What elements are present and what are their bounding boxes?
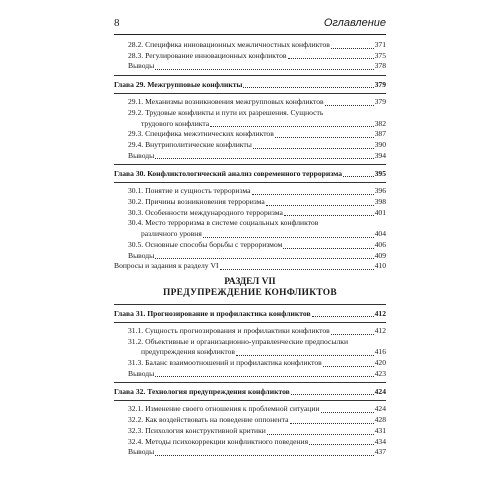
toc-entry[interactable]: 28.2. Специфика инновационных межличностных конфликтов 371 bbox=[128, 40, 386, 49]
toc-entry[interactable]: 30.1. Понятие и сущность терроризма 396 bbox=[128, 186, 386, 196]
page-number: 8 bbox=[114, 17, 120, 29]
chapter-heading[interactable]: Глава 32. Технология предупреждения конфликтов 424 bbox=[114, 387, 386, 397]
toc-entry[interactable]: 32.1. Изменение своего отношения к проблемной ситуации 424 bbox=[128, 404, 386, 414]
toc-entry[interactable]: 31.1. Сущность прогнозирования и профилактики конфликтов 412 bbox=[128, 325, 386, 335]
toc-entry[interactable]: Выводы 394 bbox=[128, 150, 386, 160]
toc-entry[interactable]: 28.3. Регулирование инновационных конфликтов 375 bbox=[128, 50, 386, 60]
toc-entry[interactable]: Выводы 423 bbox=[128, 368, 386, 378]
toc-entry[interactable]: 30.5. Основные способы борьбы с терроризмом 406 bbox=[128, 239, 386, 249]
divider bbox=[114, 164, 386, 165]
toc-entry[interactable]: 29.2. Трудовые конфликты и пути их разрешения. Сущность трудового конфликта 382 bbox=[128, 107, 386, 128]
divider bbox=[114, 304, 386, 305]
running-header bbox=[114, 15, 386, 37]
toc-entry[interactable]: 30.2. Причины возникновения терроризма 398 bbox=[128, 197, 386, 207]
toc-entry[interactable]: 30.4. Место терроризма в системе социальных конфликтов различного уровня 404 bbox=[128, 218, 386, 239]
toc-entry[interactable]: Выводы 378 bbox=[128, 61, 386, 71]
header-rule bbox=[114, 34, 386, 35]
toc-entry[interactable]: Выводы 409 bbox=[128, 250, 386, 260]
toc-entry[interactable]: 29.1. Механизмы возникновения межгрупповых конфликтов 379 bbox=[128, 97, 386, 107]
divider bbox=[114, 400, 386, 401]
running-title: Оглавление bbox=[323, 17, 386, 29]
toc-entry[interactable]: 31.3. Баланс взаимоотношений и профилактика конфликтов 420 bbox=[128, 358, 386, 368]
divider bbox=[114, 382, 386, 383]
chapter-heading[interactable]: Глава 29. Межгрупповые конфликты 379 bbox=[114, 80, 386, 90]
toc-entry[interactable]: Выводы 437 bbox=[128, 447, 386, 457]
toc-entry[interactable]: 31.2. Объективные и организационно-управленческие предпосылки предупреждения конфликтов 416 bbox=[128, 336, 386, 357]
section-heading: РАЗДЕЛ VII ПРЕДУПРЕЖДЕНИЕ КОНФЛИКТОВ bbox=[163, 276, 337, 298]
toc-entry[interactable]: 29.3. Специфика межэтнических конфликтов 387 bbox=[128, 129, 386, 139]
toc-entry[interactable]: 32.4. Методы психокоррекции конфликтного поведения 434 bbox=[128, 436, 386, 446]
toc-entry[interactable]: 32.3. Психология конструктивной критики 431 bbox=[128, 425, 386, 435]
divider bbox=[114, 322, 386, 323]
divider bbox=[114, 75, 386, 76]
toc-entry[interactable]: Вопросы и задания к разделу VI 410 bbox=[114, 261, 386, 271]
divider bbox=[114, 93, 386, 94]
divider bbox=[114, 182, 386, 183]
toc-entry[interactable]: 29.4. Внутриполитические конфликты 390 bbox=[128, 139, 386, 149]
toc-entry[interactable]: 30.3. Особенности международного терроризма 401 bbox=[128, 207, 386, 217]
toc-content bbox=[114, 40, 386, 458]
toc-entry[interactable]: 32.2. Как воздействовать на поведение оппонента 428 bbox=[128, 415, 386, 425]
chapter-heading[interactable]: Глава 30. Конфликтологический анализ современного терроризма 395 bbox=[114, 169, 386, 179]
chapter-heading[interactable]: Глава 31. Прогнозирование и профилактика конфликтов 412 bbox=[114, 308, 386, 318]
